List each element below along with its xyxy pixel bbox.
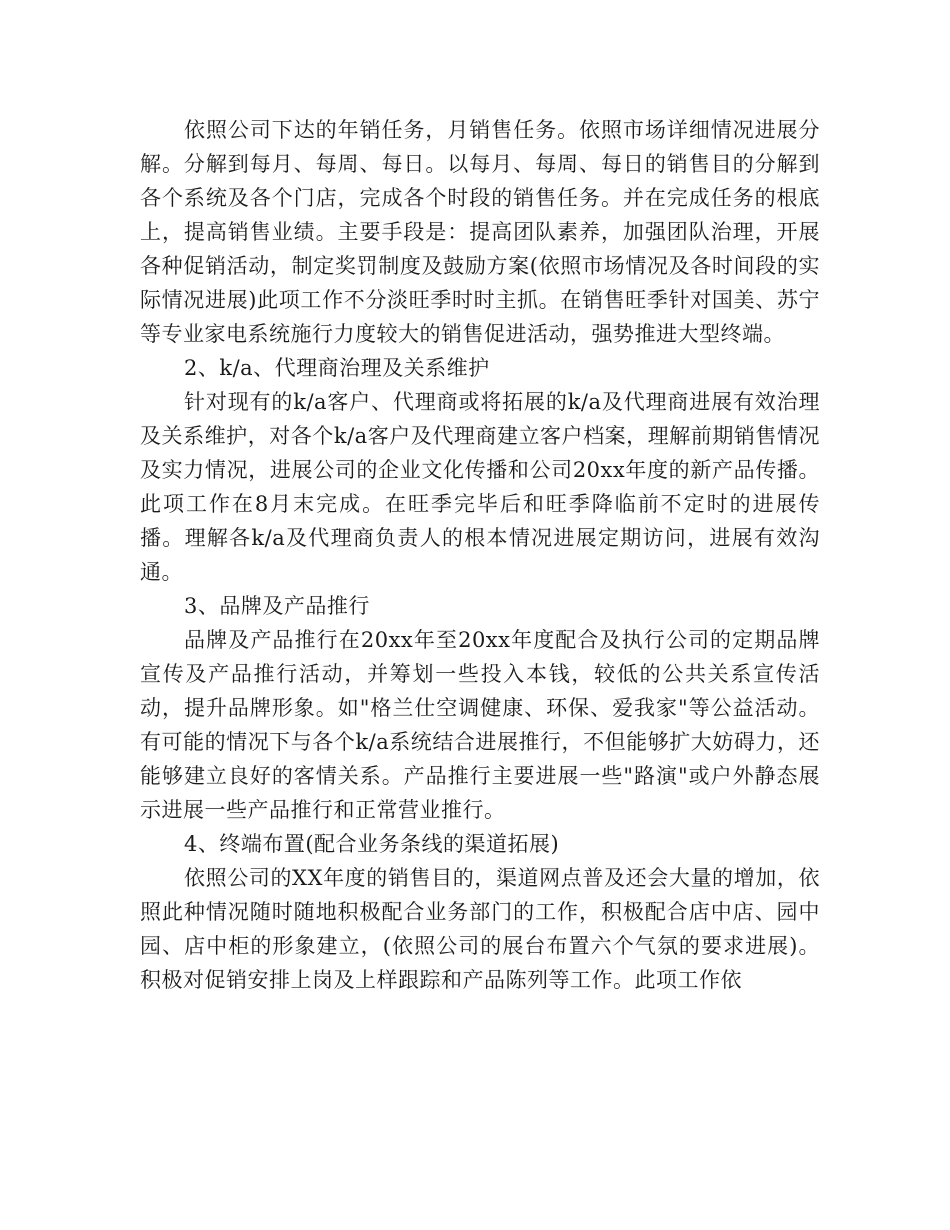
paragraph-terminal-layout: 依照公司的XX年度的销售目的，渠道网点普及还会大量的增加，依照此种情况随时随地积极配合业务部门的工作，积极配合店中店、园中园、店中柜的形象建立，(依照公司的展台布置六个气氛的要求进展)。积极对促销安排上岗及上样跟踪和产品陈列等工作。此项工作依 — [140, 866, 820, 992]
paragraph-brand-promotion: 品牌及产品推行在20xx年至20xx年度配合及执行公司的定期品牌宣传及产品推行活动，并筹划一些投入本钱，较低的公共关系宣传活动，提升品牌形象。如"格兰仕空调健康、环保、爱我家"等公益活动。有可能的情况下与各个k/a系统结合进展推行，不但能够扩大妨碍力，还能够建立良好的客情关系。产品推行主要进展一些"路演"或户外静态展示进展一些产品推行和正常营业推行。 — [140, 628, 820, 822]
paragraph-ka-agent-management: 针对现有的k/a客户、代理商或将拓展的k/a及代理商进展有效治理及关系维护，对各个k/a客户及代理商建立客户档案，理解前期销售情况及实力情况，进展公司的企业文化传播和公司20xx年度的新产品传播。此项工作在8月末完成。在旺季完毕后和旺季降临前不定时的进展传播。理解各k/a及代理商负责人的根本情况进展定期访问，进展有效沟通。 — [140, 390, 820, 584]
heading-terminal-layout: 4、终端布置(配合业务条线的渠道拓展) — [184, 832, 560, 856]
document-body — [140, 113, 820, 997]
paragraph-sales-task: 依照公司下达的年销任务，月销售任务。依照市场详细情况进展分解。分解到每月、每周、每日。以每月、每周、每日的销售目的分解到各个系统及各个门店，完成各个时段的销售任务。并在完成任务的根底上，提高销售业绩。主要手段是：提高团队素养，加强团队治理，开展各种促销活动，制定奖罚制度及鼓励方案(依照市场情况及各时间段的实际情况进展)此项工作不分淡旺季时时主抓。在销售旺季针对国美、苏宁等专业家电系统施行力度较大的销售促进活动，强势推进大型终端。 — [140, 118, 820, 346]
heading-brand-promotion: 3、品牌及产品推行 — [184, 594, 370, 618]
heading-ka-agent-management: 2、k/a、代理商治理及关系维护 — [184, 356, 490, 380]
